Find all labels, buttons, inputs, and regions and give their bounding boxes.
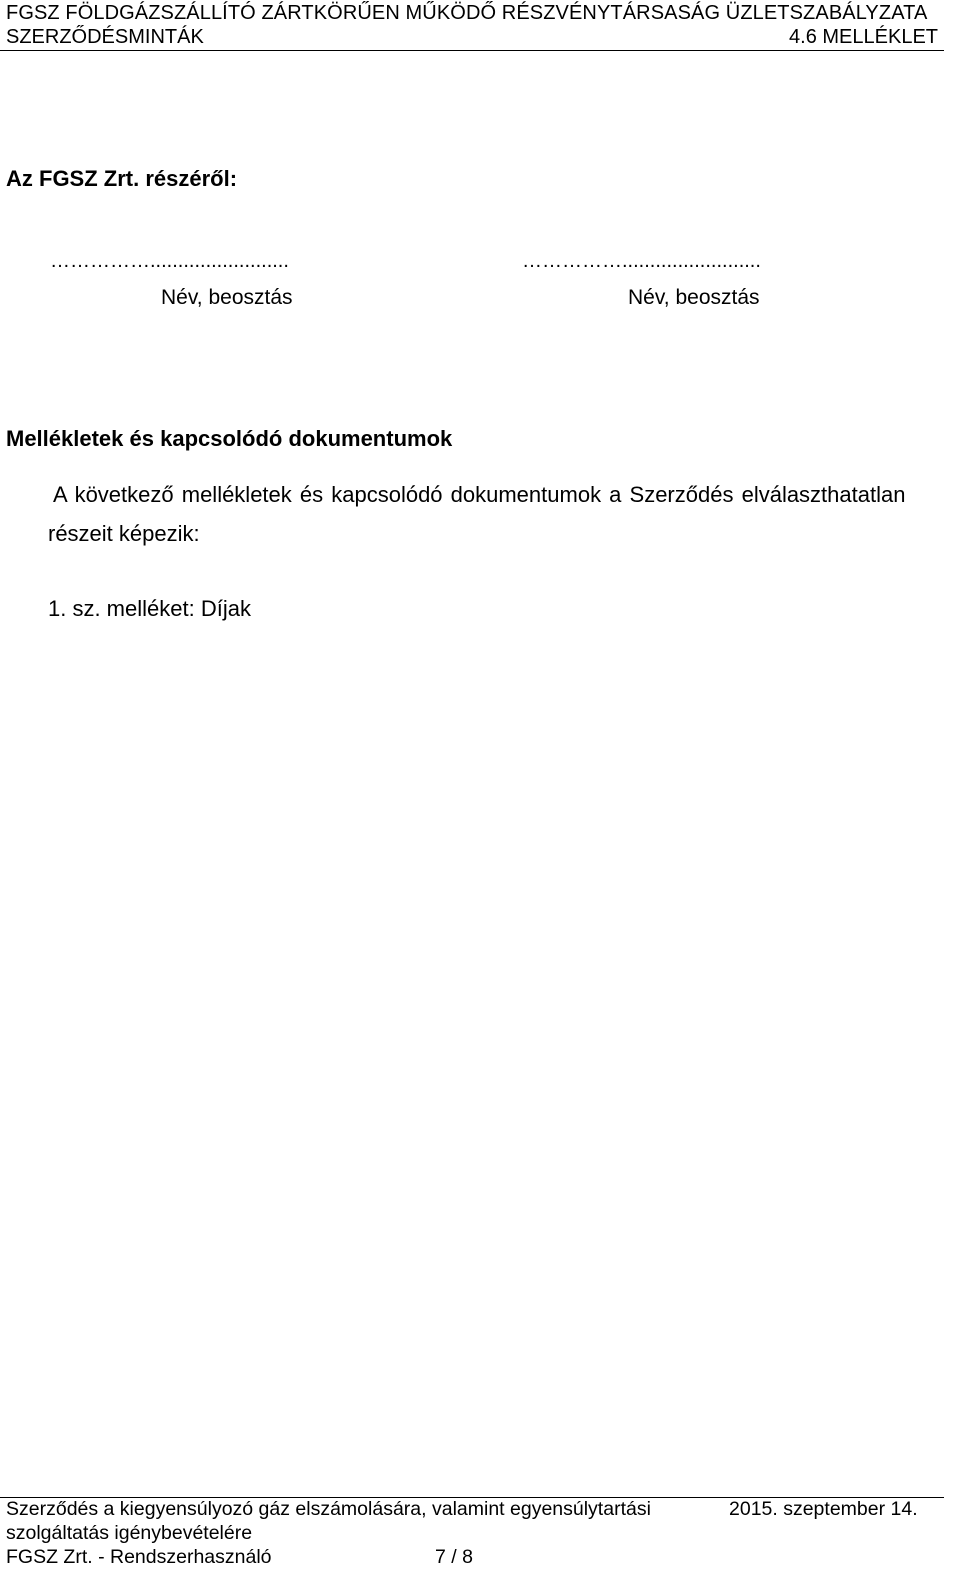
footer-title-line-2: szolgáltatás igénybevételére xyxy=(6,1522,253,1544)
signature-label-right: Név, beosztás xyxy=(628,286,760,309)
footer-party: FGSZ Zrt. - Rendszerhasználó xyxy=(6,1546,272,1568)
attachments-intro-line-1: A következő mellékletek és kapcsolódó dokumentumok a Szerződés elválaszthatatlan xyxy=(53,482,906,507)
header-company-title: FGSZ FÖLDGÁZSZÁLLÍTÓ ZÁRTKÖRŰEN MŰKÖDŐ RÉSZVÉNYTÁRSASÁG ÜZLETSZABÁLYZATA xyxy=(6,2,928,24)
signature-line-left: ……………......................... xyxy=(50,250,289,272)
attachments-heading: Mellékletek és kapcsolódó dokumentumok xyxy=(6,426,453,451)
attachments-intro-line-2: részeit képezik: xyxy=(48,521,200,546)
signing-party-label: Az FGSZ Zrt. részéről: xyxy=(6,166,238,191)
attachment-item: 1. sz. melléket: Díjak xyxy=(48,596,251,621)
signature-line-right: ……………......................... xyxy=(522,250,761,272)
footer-title-line-1: Szerződés a kiegyensúlyozó gáz elszámolására, valamint egyensúlytartási xyxy=(6,1498,651,1520)
header-divider xyxy=(0,50,944,51)
header-section: SZERZŐDÉSMINTÁK xyxy=(6,26,204,48)
footer-date: 2015. szeptember 14. xyxy=(729,1498,918,1520)
header-annex: 4.6 MELLÉKLET xyxy=(789,26,938,48)
footer-page-number: 7 / 8 xyxy=(435,1546,473,1568)
signature-label-left: Név, beosztás xyxy=(161,286,293,309)
